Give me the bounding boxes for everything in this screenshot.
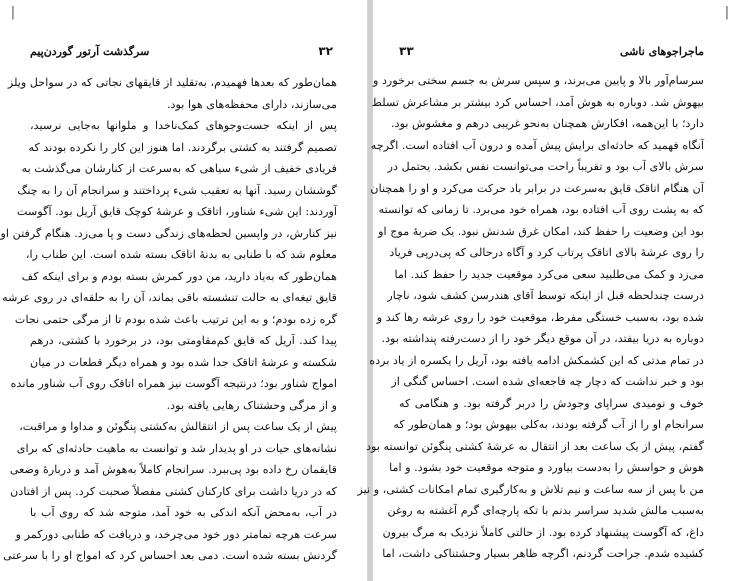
right-page	[357, 0, 740, 581]
text-line: امواج شناور بود؛ درنتیجه آگوست نیز همراه اتاقک روی آب شناور مانده	[10, 377, 337, 390]
text-line: پس از اینکه جست‌وجوهای کمک‌ناخدا و ملوانها به‌جایی نرسید،	[30, 119, 337, 132]
right-body-text	[357, 70, 704, 565]
right-header-title: ماجراجوهای ناشی	[619, 45, 704, 58]
text-line: من با پس از سه ساعت و نیم تلاش و به‌کارگیری تمام امکانات کشتی، و نیز	[357, 482, 704, 496]
left-header-title: سرگذشت آرتور گوردن‌پیم	[30, 45, 150, 58]
text-line: را روی عرشهٔ بالای اتاقک پرتاب کرد و آگاه درحالی که پی‌درپی فریاد	[389, 246, 704, 259]
text-line: در آب، به‌محض آنکه اندکی به خود آمد، متوجه شد که روی آب با	[30, 506, 337, 519]
text-line: بود این وضعیت را حفظ کند، امکان غرق شدنش نبود. یک ضربهٔ موج او	[378, 224, 704, 238]
text-line: خوف و نومیدی سراپای وجودش را دربر گرفته بود. و هنگامی که	[399, 396, 704, 410]
left-page	[0, 0, 368, 581]
text-line: فریادی خفیف از شیء سیاهی که به‌سرعت از کنارشان می‌گذشت به	[21, 162, 337, 175]
text-line: به‌سبب مالش شدید سراسر بدنم با تکه پارچه‌ای گرم آغشته به روغن	[387, 504, 704, 517]
text-line: درست چندلحظه قبل از اینکه توسط آقای هندرسن کشف شود، ناچار	[387, 289, 704, 302]
text-line: کشیده شدم. جراحت گردنم، اگرچه ظاهر بسیار وحشتناکی داشت، اما	[382, 547, 704, 560]
text-line: می‌سازند، دارای محفظه‌های هوا بود.	[166, 97, 337, 111]
left-page-number: ۳۲	[318, 44, 333, 58]
text-line: هوش و حواسش را به‌دست بیاورد و متوجه موقعیت خود بشود. و اما	[389, 461, 704, 474]
text-line: در تمام مدتی که این کشمکش ادامه یافته بود، آریل را یکسره از یاد برده	[369, 353, 704, 367]
page-edge-marker: |	[724, 5, 730, 20]
text-line: آوردند: این شیء شناور، اتاقک و عرشهٔ کوچک قایق آریل بود. آگوست	[17, 205, 337, 218]
text-line: و از مرگی وحشتناک رهایی یافته بود.	[166, 398, 337, 412]
right-page-number: ۳۳	[399, 44, 414, 58]
text-line: گفتم، پیش از یک ساعت بعد از انتقال به عرشهٔ کشتی پنگوئن توانسته بود	[366, 439, 704, 453]
text-line: سرش بالای آب بود و تقریباً راحت می‌توانست نفس بکشد. یحتمل در	[387, 160, 704, 173]
text-line: قایقمان رخ داده بود پی‌ببرد. سرانجام کاملاً به‌هوش آمد و دربارهٔ وضعی	[9, 463, 337, 476]
text-line: می‌زد و کمک می‌طلبید سعی می‌کرد موقعیت جدید را حفظ کند. اما	[394, 267, 704, 281]
text-line: همان‌طور که به‌یاد دارید، من دور کمرش بسته بودم و برای اینکه کف	[21, 269, 337, 283]
text-line: تصمیم گرفتند به کشتی برگردند. اما هنوز این کار را نکرده بودند که	[28, 140, 337, 154]
text-line: که در دریا داشت برای کارکنان کشتی مفصلاً صحبت کرد. پس از افتادن	[10, 484, 337, 498]
text-line: که به پشت روی آب افتاده بود، همراه خود می‌برد. تا زمانی که توانسته	[378, 203, 704, 216]
text-line: سرسام‌آور بالا و پایین می‌برند، و سپس سرش به جسم سختی برخورد و	[372, 74, 704, 87]
text-line: گردنش بسته شده است. دمی بعد احساس کرد که امواج او را با سرعتی	[3, 549, 337, 562]
text-line: نشانه‌های حیات در او پدیدار شد و توانست به ماهیت حادثه‌ای که برای	[16, 441, 337, 455]
text-line: داغ، که آگوست پیشنهاد کرده بود. از حالتی کاملاً نزدیک به مرگ بیرون	[382, 525, 704, 539]
text-line: قایق تیغه‌ای به حالت تنشسته باقی بماند، آن را به حلقه‌ای در روی عرشه	[2, 291, 337, 304]
text-line: شده بود، به‌سبب خستگی مفرط، موقعیت خود را روی عرشه رها کند و	[376, 310, 704, 324]
text-line: بود و خبر نداشت که دچار چه فاجعه‌ای شده است. احساس گنگی از	[391, 375, 704, 388]
text-line: همان‌طور که بعدها فهمیدم، به‌تقلید از قایقهای نجاتی که در سواحل ویلز	[7, 76, 337, 89]
text-line: شکسته و عرشهٔ اتاقک جدا شده بود و همراه دیگر قطعات در میان	[30, 355, 337, 369]
text-line: سرانجام او را از آب گرفته بودند، به‌کلی بیهوش بود؛ و همان‌طور که	[393, 418, 704, 431]
text-line: دارد؛ با این‌همه، افکارش همچنان به‌نحو غریبی درهم و مغشوش بود.	[391, 117, 704, 130]
left-running-head	[30, 44, 333, 58]
text-line: پیش از یک ساعت پس از انتقالش به‌کشتی پنگوئن و مداوا و مراقبت،	[19, 420, 337, 433]
text-line: دوباره به دریا بیفتد، در آن موقع دیگر خود را از دست‌رفته پنداشته بود.	[381, 332, 704, 345]
text-line: گوششان رسید. آنها به تعقیب شیء پرداختند و سرانجام آن را به چنگ	[17, 183, 337, 197]
text-line: سرعت هرچه تمامتر دور خود می‌چرخد، و دریافت که طنابی دورکمر و	[15, 527, 337, 541]
text-line: معلوم شد که با طنابی به بدنهٔ اتاقک بسته شده است. این طناب را،	[25, 248, 337, 261]
text-line: گره زده بودم؛ و به این ترتیب باعث شده بودم تا از مرگی حتمی نجات	[14, 312, 337, 326]
page-edge-marker: |	[10, 5, 16, 20]
text-line: آن هنگام اتاقک قایق به‌سرعت در برابر باد حرکت می‌کرد و او را همچنان	[370, 181, 704, 195]
right-running-head	[399, 44, 704, 58]
text-line: آنگاه فهمید که حادثه‌ای برایش پیش آمده و درون آب افتاده است. اگرچه	[370, 138, 704, 152]
left-body-text	[0, 72, 337, 567]
text-line: پیدا کند. آریل که قایق کم‌مقاومتی بود، در برخورد با کشتی، درهم	[30, 334, 337, 347]
text-line: بیهوش شد. دوباره به هوش آمد، احساس کرد بیشتر بر مشاعرش تسلط	[371, 95, 704, 109]
text-line: نیز کنارش، در واپسین لحظه‌های زندگی دست و پا می‌زد. هنگام گرفتن او	[0, 226, 337, 240]
